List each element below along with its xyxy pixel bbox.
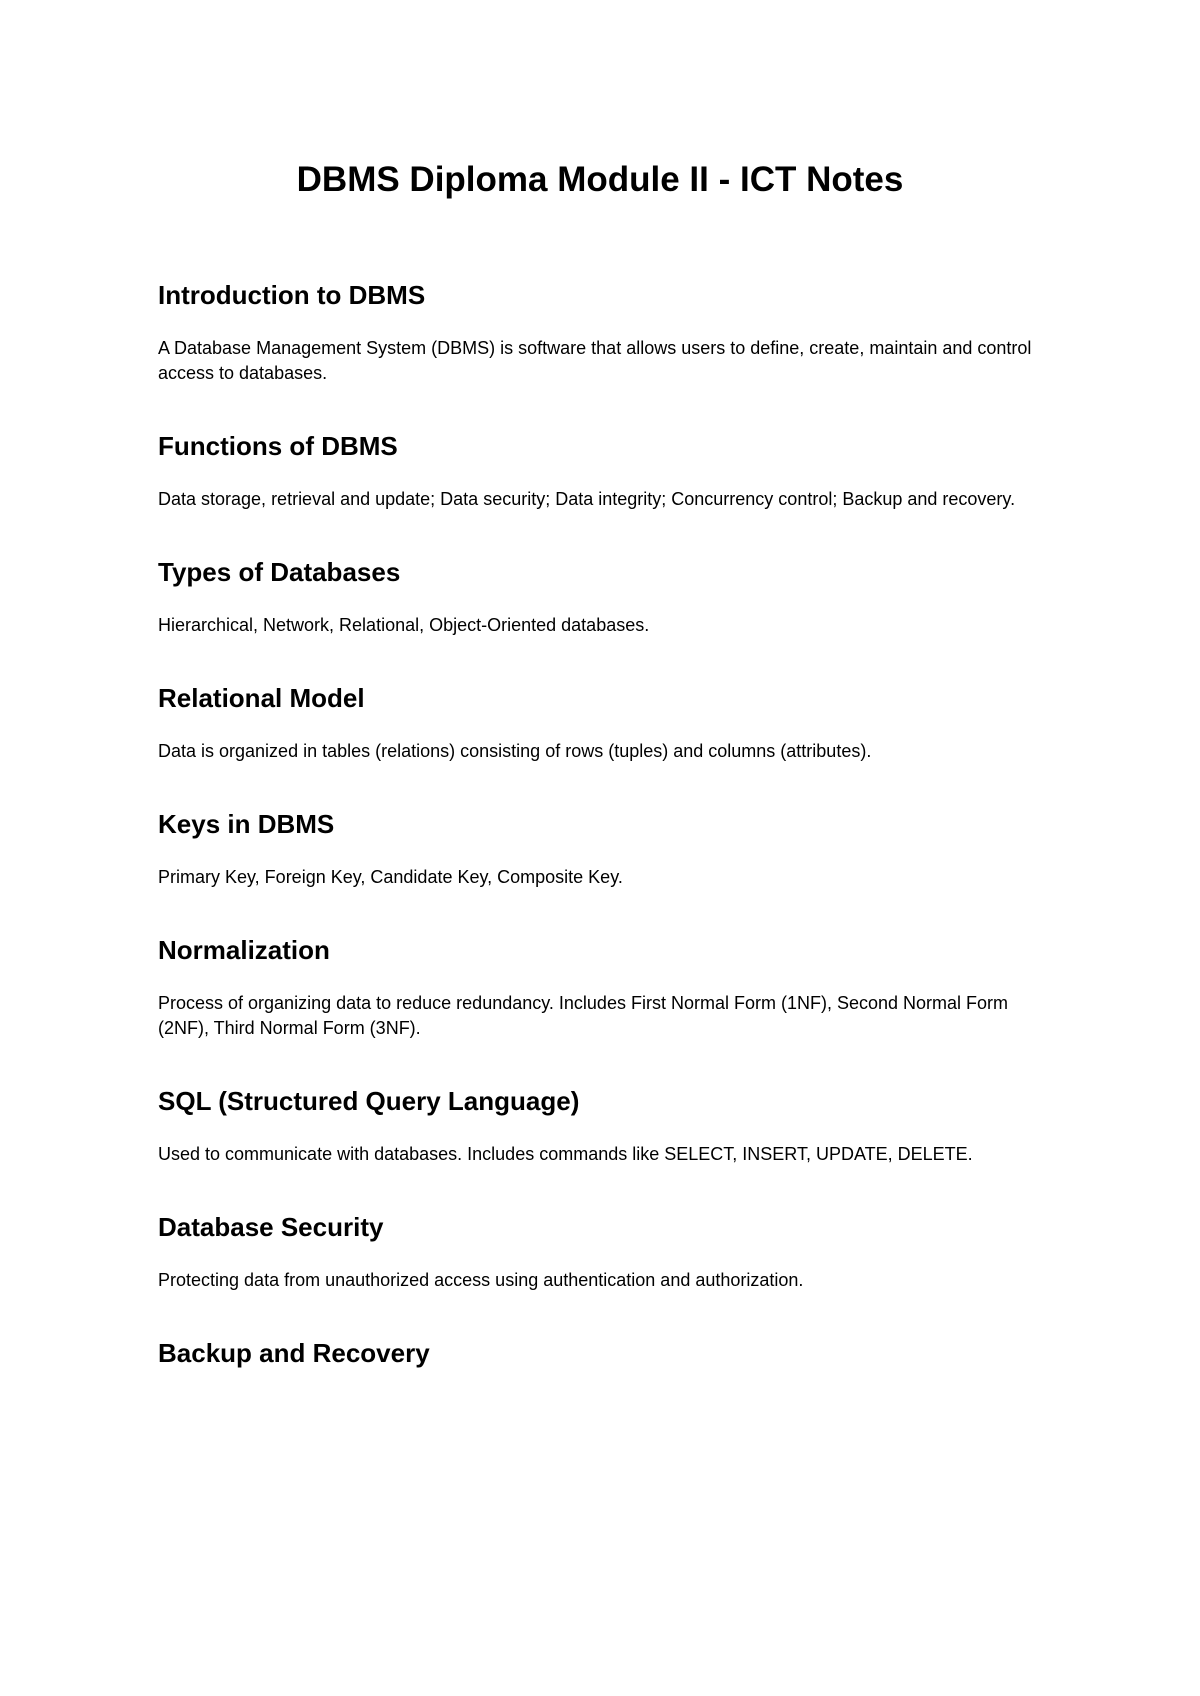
- section-body: Data is organized in tables (relations) consisting of rows (tuples) and columns (attributes).: [158, 741, 872, 761]
- section-body: Used to communicate with databases. Includes commands like SELECT, INSERT, UPDATE, DELETE.: [158, 1144, 973, 1164]
- section-body: Data storage, retrieval and update; Data security; Data integrity; Concurrency control; Backup and recovery.: [158, 489, 1016, 509]
- section-heading: SQL (Structured Query Language): [158, 1086, 580, 1116]
- section-heading: Normalization: [158, 935, 330, 965]
- section-types-of-databases: [158, 555, 1048, 638]
- section-functions: [158, 429, 1048, 512]
- section-sql: [158, 1084, 1048, 1167]
- document-title: DBMS Diploma Module II - ICT Notes: [296, 160, 904, 199]
- section-database-security: [158, 1210, 1048, 1293]
- section-introduction: [158, 278, 1048, 386]
- section-heading: Database Security: [158, 1212, 384, 1242]
- section-backup-and-recovery: [158, 1336, 1048, 1370]
- section-heading: Relational Model: [158, 683, 365, 713]
- section-relational-model: [158, 681, 1048, 764]
- section-body: A Database Management System (DBMS) is software that allows users to define, create, maintain and control access to databases.: [158, 338, 1032, 383]
- section-heading: Backup and Recovery: [158, 1338, 430, 1368]
- section-body: Primary Key, Foreign Key, Candidate Key, Composite Key.: [158, 867, 623, 887]
- section-heading: Types of Databases: [158, 557, 401, 587]
- section-heading: Keys in DBMS: [158, 809, 335, 839]
- section-body: Protecting data from unauthorized access using authentication and authorization.: [158, 1270, 804, 1290]
- section-normalization: [158, 933, 1048, 1041]
- section-body: Process of organizing data to reduce redundancy. Includes First Normal Form (1NF), Second Normal Form (2NF), Third Normal Form (3NF).: [158, 993, 1008, 1038]
- document-sections: [158, 278, 1048, 1370]
- section-keys: [158, 807, 1048, 890]
- section-heading: Introduction to DBMS: [158, 280, 426, 310]
- section-body: Hierarchical, Network, Relational, Object-Oriented databases.: [158, 615, 650, 635]
- section-heading: Functions of DBMS: [158, 431, 398, 461]
